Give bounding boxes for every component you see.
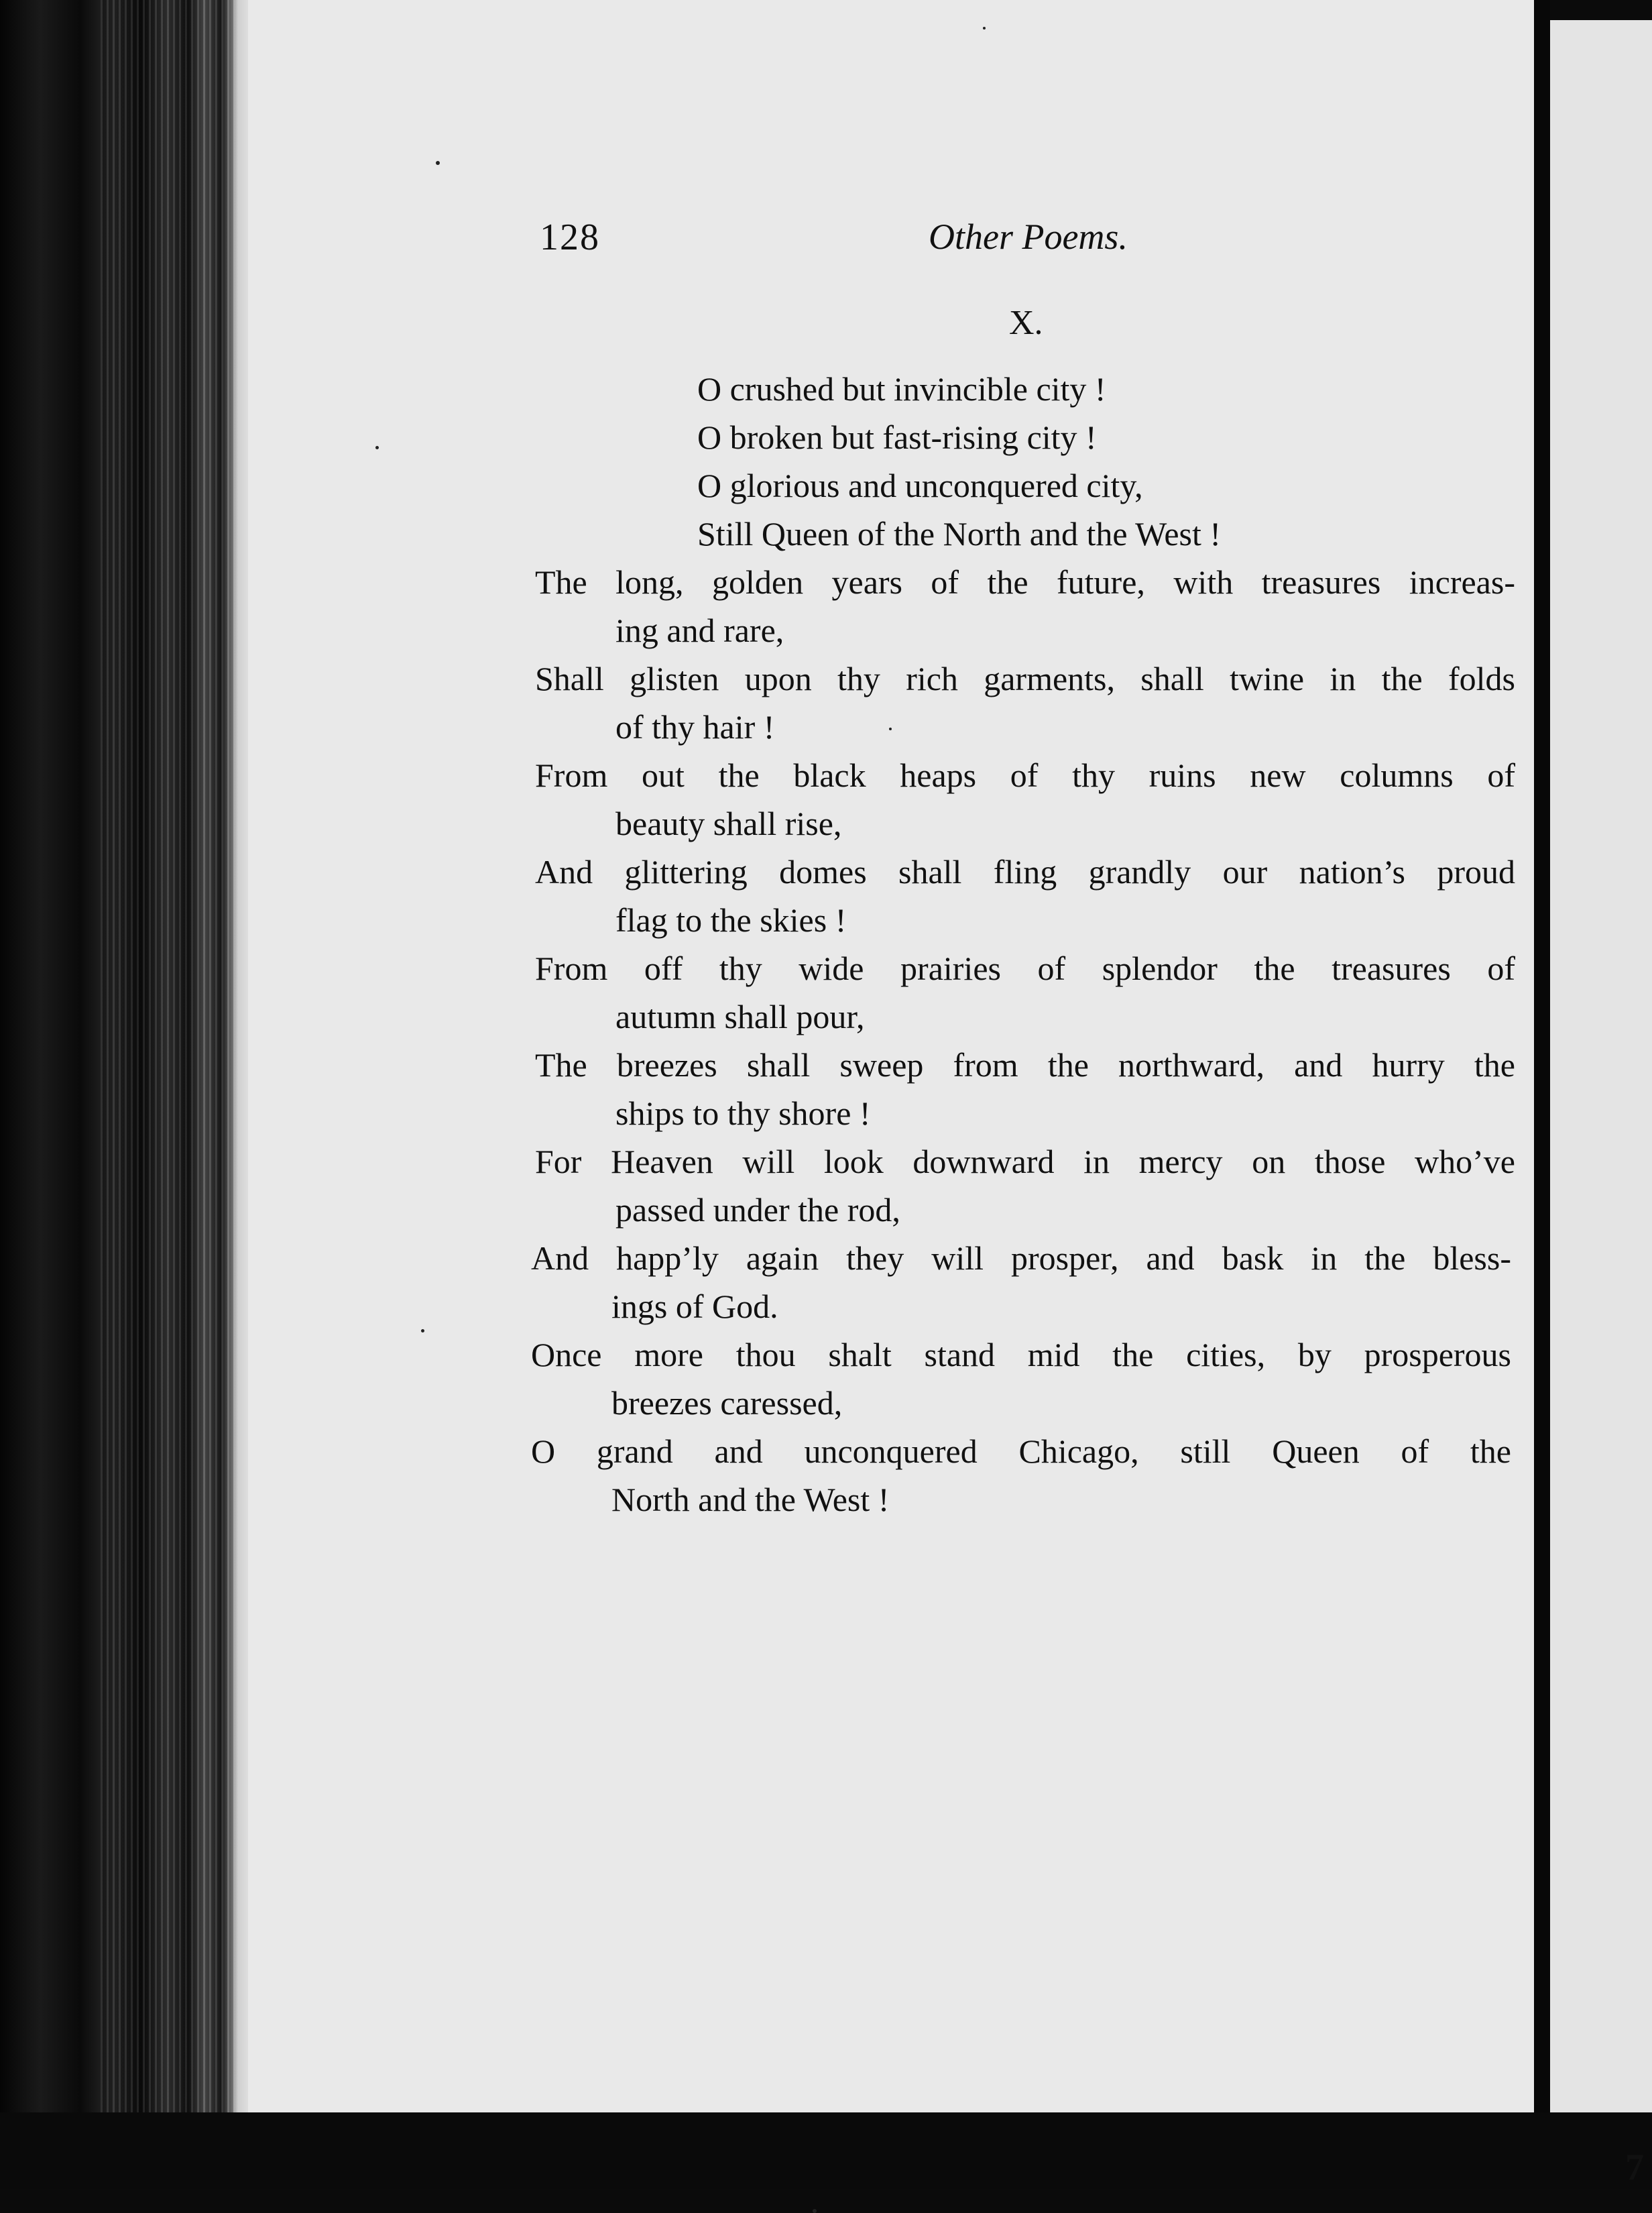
poem-line-continuation: beauty shall rise, bbox=[615, 805, 842, 842]
poem-line-continuation: autumn shall pour, bbox=[615, 998, 865, 1035]
poem-line: Shall glisten upon thy rich garments, shall twine in the folds bbox=[535, 660, 1515, 697]
poem-line: Still Queen of the North and the West ! bbox=[697, 515, 1222, 553]
poem-line-continuation: North and the West ! bbox=[611, 1481, 890, 1518]
scan-speck bbox=[983, 27, 986, 30]
poem-line-continuation: ships to thy shore ! bbox=[615, 1094, 871, 1132]
poem-line-continuation: ings of God. bbox=[611, 1288, 778, 1325]
poem-line: And glittering domes shall fling grandly our nation’s proud bbox=[535, 853, 1515, 891]
scan-speck bbox=[813, 2209, 817, 2213]
page-number: 128 bbox=[540, 217, 600, 258]
scan-speck bbox=[375, 446, 379, 449]
poem-line: And happ’ly again they will prosper, and bask in the bless- bbox=[531, 1239, 1511, 1277]
poem-line: The long, golden years of the future, with treasures increas- bbox=[535, 563, 1515, 601]
poem-line: From off thy wide prairies of splendor the treasures of bbox=[535, 950, 1515, 987]
poem-line: For Heaven will look downward in mercy on those who’ve bbox=[535, 1143, 1515, 1180]
scan-speck bbox=[889, 728, 892, 730]
poem-line: O glorious and unconquered city, bbox=[697, 467, 1143, 504]
poem-line-continuation: passed under the rod, bbox=[615, 1191, 900, 1229]
poem-line: The breezes shall sweep from the northward, and hurry the bbox=[535, 1046, 1515, 1084]
running-head: Other Poems. bbox=[929, 217, 1128, 257]
facing-page-fragment: 7 bbox=[1625, 2147, 1644, 2188]
poem-line-continuation: flag to the skies ! bbox=[615, 901, 847, 939]
scan-speck bbox=[421, 1329, 424, 1332]
section-number: X. bbox=[1009, 304, 1043, 342]
poem-line-continuation: of thy hair ! bbox=[615, 708, 775, 746]
poem-line: O broken but fast-rising city ! bbox=[697, 418, 1097, 456]
poem-line: O grand and unconquered Chicago, still Queen of the bbox=[531, 1432, 1511, 1470]
poem-line: O crushed but invincible city ! bbox=[697, 370, 1106, 408]
scan-speck bbox=[436, 161, 440, 165]
poem-line-continuation: breezes caressed, bbox=[611, 1384, 843, 1422]
poem-line: Once more thou shalt stand mid the cities, by prosperous bbox=[531, 1336, 1511, 1373]
poem-line: From out the black heaps of thy ruins new columns of bbox=[535, 756, 1515, 794]
poem-line-continuation: ing and rare, bbox=[615, 612, 784, 649]
